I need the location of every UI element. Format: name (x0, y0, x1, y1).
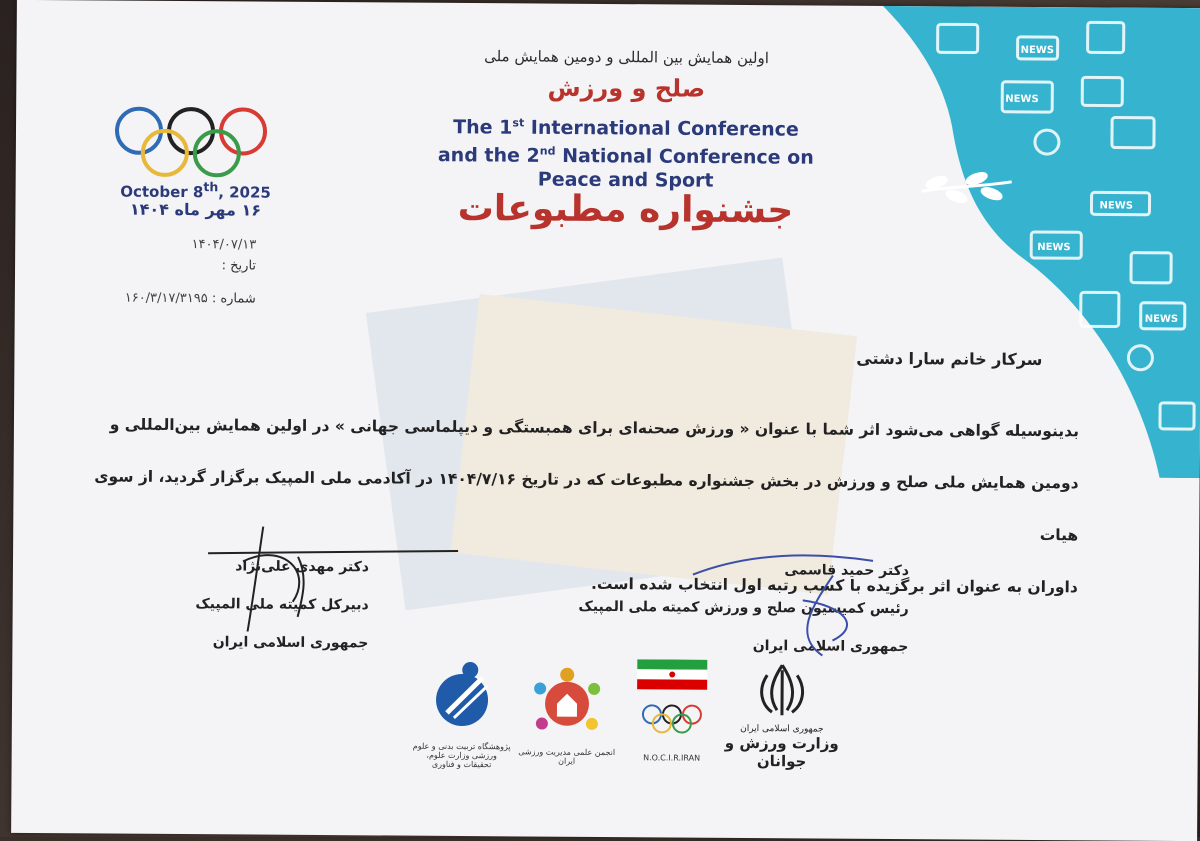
body-line-2: دومین همایش ملی صلح و ورزش در بخش جشنواره مطبوعات که در تاریخ ۱۴۰۴/۷/۱۶ در آکادمی ملی المپیک برگزار گردید، از سوی هیات (94, 467, 1079, 545)
svg-text:NEWS: NEWS (1037, 241, 1071, 254)
conference-title-english: The 1st International Conference and the 2nd National Conference on Peace and Sport (437, 116, 814, 192)
logo-sport-management-association: انجمن علمی مدیریت ورزشی ایران (512, 658, 623, 766)
iran-flag-olympic-icon (632, 659, 713, 750)
signer-left-title: دبیرکل کمیته ملی المپیک (195, 596, 369, 614)
svg-text:NEWS: NEWS (1020, 44, 1055, 57)
logo-ministry-sport-youth: جمهوری اسلامی ایران وزارت ورزش و جوانان (717, 660, 848, 771)
logo-ministry-science: پژوهشگاه تربیت بدنی و علوم ورزشی وزارت علوم، تحقیقات و فناوری (412, 658, 513, 770)
number-label: شماره : (211, 291, 256, 307)
date-english: October 8th, 2025 (120, 179, 271, 202)
number-value: ۱۶۰/۳/۱۷/۳۱۹۵ (124, 290, 208, 307)
signer-left-org: جمهوری اسلامی ایران (212, 634, 369, 652)
signer-left-name: دکتر مهدی علی‌نژاد (235, 558, 370, 576)
svg-text:NEWS: NEWS (1005, 93, 1039, 106)
signature-right-scribble (682, 545, 883, 666)
certificate-paper (11, 0, 1200, 841)
signer-right-title: رئیس کمیسیون صلح و ورزش کمیته ملی المپیک (578, 598, 909, 618)
date-handwritten: ۱۴۰۴/۰۷/۱۳ (191, 237, 257, 253)
date-persian: ۱۶ مهر ماه ۱۴۰۴ (129, 199, 262, 220)
signer-right-name: دکتر حمید قاسمی (784, 562, 910, 580)
olympic-rings-logo (111, 103, 272, 179)
logo-noc-iran: N.O.C.I.R.IRAN (632, 659, 713, 763)
date-label: تاریخ : (221, 258, 257, 274)
ministry-science-emblem-icon (412, 658, 513, 739)
sport-management-emblem-icon (512, 658, 623, 744)
iran-emblem-icon (717, 660, 847, 721)
body-line-1: بدینوسیله گواهی می‌شود اثر شما با عنوان « ورزش صحنه‌ای برای همبستگی و دیپلماسی جهانی » در اولین همایش بین‌المللی و (109, 415, 1079, 441)
recipient-name: سرکار خانم سارا دشتی (856, 348, 1043, 370)
svg-text:NEWS: NEWS (1144, 313, 1179, 325)
signature-left-scribble (202, 521, 473, 643)
press-festival-title: جشنواره مطبوعات (457, 187, 794, 232)
svg-text:NEWS: NEWS (1099, 200, 1133, 212)
body-line-3: داوران به عنوان اثر برگزیده با کسب رتبه اول انتخاب شده است. (590, 574, 1078, 597)
conference-title-persian-small: اولین همایش بین المللی و دومین همایش ملی (484, 47, 770, 68)
signer-right-org: جمهوری اسلامی ایران (752, 638, 909, 656)
number-line (125, 291, 256, 307)
conference-title-persian-main: صلح و ورزش (547, 73, 706, 103)
